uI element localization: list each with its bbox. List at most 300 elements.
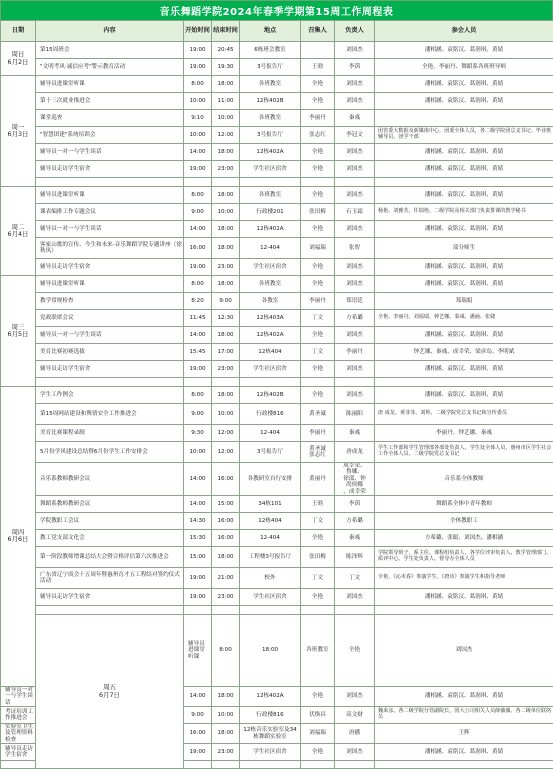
cell-caller: 黄丽丹 (301, 463, 335, 496)
cell-caller: 王晗 (301, 496, 335, 513)
cell-start-time: 19:00 (184, 568, 212, 589)
cell-content: 美育比赛课程录制 (36, 425, 184, 442)
cell-caller: 李丽丹 (301, 293, 335, 310)
header-end-time: 结束时间 (212, 21, 240, 42)
cell-start-time: 9:00 (184, 707, 212, 724)
cell-attendees: 方希璐、张聪、刘国杰、潘相涵 (375, 530, 553, 547)
header-location: 地点 (240, 21, 301, 42)
schedule-table (0, 20, 553, 769)
cell-start-time (184, 761, 212, 769)
cell-owner: 刘国杰 (335, 161, 375, 178)
cell-start-time: 19:00 (184, 744, 212, 761)
table-row (1, 606, 553, 615)
cell-owner (335, 606, 375, 615)
table-row (1, 221, 553, 238)
cell-start-time: 8:00 (184, 187, 212, 204)
table-row (1, 127, 553, 144)
cell-caller: 丁文 (301, 568, 335, 589)
cell-owner: 唐播 (335, 724, 375, 744)
cell-location: 学生社区宿舍 (240, 361, 301, 378)
cell-end-time (212, 606, 240, 615)
cell-location: 12-404 (240, 238, 301, 259)
cell-content: 党政联席会议 (36, 310, 184, 327)
cell-location: 学生社区宿舍 (240, 744, 301, 761)
cell-location: 12栋404 (240, 344, 301, 361)
header-content: 内容 (36, 21, 184, 42)
cell-content: "文明考风·诚信应考"警示教育活动 (36, 59, 184, 76)
cell-attendees: 舞蹈系全体中青年教师 (375, 496, 553, 513)
cell-location (240, 761, 301, 769)
cell-caller: 张田梅 (301, 547, 335, 568)
cell-end-time: 11:00 (212, 93, 240, 110)
table-row (1, 178, 553, 187)
cell-end-time: 12:30 (212, 310, 240, 327)
cell-owner (335, 378, 375, 387)
cell-end-time: 9:00 (212, 293, 240, 310)
cell-owner: 刘国杰 (335, 589, 375, 606)
cell-location: 12栋402A (240, 221, 301, 238)
cell-end-time: 16:00 (212, 513, 240, 530)
cell-content: 辅导员一对一与学生谈话 (36, 221, 184, 238)
cell-attendees (375, 110, 553, 127)
table-row (1, 59, 553, 76)
cell-end-time: 18:00 (212, 387, 240, 404)
cell-owner: 张智 (335, 238, 375, 259)
cell-owner: 刘国杰 (335, 387, 375, 404)
cell-start-time: 8:00 (184, 387, 212, 404)
cell-owner: 刘国杰 (335, 361, 375, 378)
cell-owner: 刘国杰 (335, 76, 375, 93)
cell-end-time: 10:00 (212, 404, 240, 425)
cell-content: 辅导员走访学生宿舍 (36, 161, 184, 178)
cell-content: 辅导员一对一与学生谈话 (36, 327, 184, 344)
cell-start-time: 19:00 (184, 161, 212, 178)
cell-end-time: 18:00 (212, 276, 240, 293)
table-row (1, 513, 553, 530)
cell-end-time: 18:00 (212, 76, 240, 93)
cell-start-time: 9:10 (184, 110, 212, 127)
cell-start-time (184, 378, 212, 387)
cell-owner: 陈丽阳 (335, 404, 375, 425)
table-row (1, 293, 553, 310)
cell-owner: 李茵 (335, 496, 375, 513)
cell-caller (301, 606, 335, 615)
cell-owner: 唐成龙 (335, 442, 375, 463)
cell-location: 3号报告厅 (240, 127, 301, 144)
cell-caller: 伏焕昌 (301, 707, 335, 724)
cell-content: 辅导员走访学生宿舍 (36, 361, 184, 378)
cell-content: 实验室卫生及管理资料检查 (1, 724, 36, 744)
cell-attendees: 郑瑞娟 (375, 293, 553, 310)
cell-start-time: 14:30 (184, 513, 212, 530)
cell-location (240, 178, 301, 187)
cell-caller (301, 178, 335, 187)
cell-caller: 全艳 (335, 615, 375, 687)
cell-attendees: 王辉 (375, 724, 553, 744)
cell-location: 学生社区宿舍 (240, 259, 301, 276)
cell-start-time: 15:30 (184, 530, 212, 547)
cell-attendees: 唐 成龙、黄菲菲、刘辉，二级学院党总支书记和宣传委员 (375, 404, 553, 425)
table-row (1, 463, 553, 496)
cell-day: 周四 6月6日 (1, 387, 36, 687)
cell-attendees: 潘相涵、袁铭汉、葛润琪、黄婧 (375, 744, 553, 761)
cell-owner: 刘国杰 (335, 144, 375, 161)
cell-day: 周三 6月5日 (1, 276, 36, 387)
cell-attendees: 全艳、李丽丹、舞蹈系各班班导师 (375, 59, 553, 76)
cell-caller: 全艳 (301, 259, 335, 276)
cell-caller: 张志红 (301, 127, 335, 144)
cell-owner: 丁文 (335, 568, 375, 589)
cell-owner: 秦彧 (335, 530, 375, 547)
cell-start-time: 16:00 (184, 724, 212, 744)
cell-caller: 全艳 (301, 93, 335, 110)
cell-location: 12栋403A (240, 310, 301, 327)
cell-location: 12栋402A (240, 327, 301, 344)
cell-location (240, 378, 301, 387)
cell-content: 5月份学风建设总结暨6月份学生工作安排会 (36, 442, 184, 463)
cell-attendees (375, 606, 553, 615)
cell-attendees: 潘相涵、袁铭汉、葛润琪、黄婧 (375, 161, 553, 178)
cell-owner (335, 761, 375, 769)
cell-caller: 黄圣诚 (301, 404, 335, 425)
cell-content: 课表编排工作专题会议 (36, 204, 184, 221)
cell-location: 12栋402A (240, 686, 301, 706)
cell-end-time: 12:00 (212, 127, 240, 144)
cell-content: 教工党支部文化会 (36, 530, 184, 547)
cell-owner: 刘国杰 (335, 276, 375, 293)
cell-day: 周日 6月2日 (1, 42, 36, 76)
cell-content: 客家山歌的宣传、今生和未来-音乐舞蹈学院专题讲座（徐秋凤） (36, 238, 184, 259)
cell-end-time: 12:00 (212, 442, 240, 463)
cell-content: 辅导员进课堂听课 (36, 276, 184, 293)
cell-content: 考证培训工作推进会 (1, 707, 36, 724)
cell-content: 第15周网站建设和舆情安全工作推进会 (36, 404, 184, 425)
cell-owner: 秦彧 (335, 425, 375, 442)
cell-content: 学生工作例会 (36, 387, 184, 404)
cell-owner: 刘国杰 (335, 744, 375, 761)
cell-end-time: 18:00 (212, 327, 240, 344)
cell-owner: 方希璐 (335, 513, 375, 530)
cell-attendees: 潘相涵、袁铭汉、葛润琪、黄婧 (375, 686, 553, 706)
cell-start-time: 14:00 (184, 144, 212, 161)
table-row (1, 361, 553, 378)
cell-caller: 全艳 (301, 387, 335, 404)
cell-content: 第一阶段教师增课总结大会暨合格评估第六次推进会 (36, 547, 184, 568)
table-row (1, 442, 553, 463)
cell-content: 课堂巡查 (36, 110, 184, 127)
cell-location: 3号报告厅 (240, 59, 301, 76)
table-row (1, 310, 553, 327)
cell-attendees: 魏来彦、各二级学院分管副院长，国大公司相关人员薛薇薇、各二级单位联络员 (375, 707, 553, 724)
header-start-time: 开始时间 (184, 21, 212, 42)
cell-content: 辅导员一对一与学生谈话 (36, 144, 184, 161)
cell-start-time: 15:45 (184, 344, 212, 361)
cell-start-time: 19:00 (184, 59, 212, 76)
cell-end-time: 18:00 (212, 238, 240, 259)
cell-start-time: 9:00 (184, 204, 212, 221)
cell-location: 12栋404 (240, 513, 301, 530)
cell-content: 学院教职工会议 (36, 513, 184, 530)
cell-caller: 李丽丹 (301, 425, 335, 442)
cell-caller: 刘福瑞 (301, 238, 335, 259)
cell-attendees: 潘相涵、袁铭汉、葛润琪、黄婧 (375, 589, 553, 606)
cell-owner: 刘国杰 (335, 187, 375, 204)
cell-attendees: 杨艳、刘雅芙、任瑞艳、二级学院及相关部门负责排课的教学秘书 (375, 204, 553, 221)
cell-content: 美育比赛初赛选拔 (36, 344, 184, 361)
cell-caller (301, 378, 335, 387)
table-row (1, 187, 553, 204)
cell-caller: 全艳 (301, 744, 335, 761)
cell-caller: 全艳 (301, 530, 335, 547)
cell-start-time: 11:45 (184, 310, 212, 327)
cell-start-time: 14:00 (184, 496, 212, 513)
table-row (1, 547, 553, 568)
cell-owner: 刘国杰 (335, 259, 375, 276)
cell-start-time: 8:00 (184, 76, 212, 93)
cell-end-time (212, 761, 240, 769)
cell-location: 各教室 (240, 293, 301, 310)
cell-end-time: 19:30 (212, 59, 240, 76)
cell-caller: 全艳 (301, 187, 335, 204)
cell-end-time: 23:00 (212, 361, 240, 378)
table-row (1, 110, 553, 127)
cell-content: 舞蹈系教师教研会议 (36, 496, 184, 513)
cell-attendees (375, 178, 553, 187)
cell-start-time: 14:00 (184, 327, 212, 344)
cell-end-time: 18:00 (212, 686, 240, 706)
cell-caller: 丁文 (301, 344, 335, 361)
cell-attendees: 潘相涵、袁铭汉、葛润琪、黄婧 (375, 144, 553, 161)
cell-end-time: 23:00 (212, 161, 240, 178)
table-row (1, 344, 553, 361)
cell-location: 工程楼3号报告厅 (240, 547, 301, 568)
cell-day: 周五 6月7日 (36, 615, 184, 769)
cell-caller (301, 761, 335, 769)
schedule-body (1, 42, 553, 769)
cell-owner: 李茵 (335, 59, 375, 76)
cell-caller: 王晗 (301, 59, 335, 76)
cell-owner: 李丽丹 (335, 344, 375, 361)
cell-location: 学生社区宿舍 (240, 161, 301, 178)
cell-owner: 成幸荣、 鲁娜、 徐邵、钟 尚侯娜 ，成幸荣 (335, 463, 375, 496)
cell-start-time: 8:00 (212, 615, 240, 687)
cell-attendees (375, 378, 553, 387)
page-title: 音乐舞蹈学院2024年春季学期第15周工作周程表 (0, 0, 553, 20)
cell-content: 辅导员进课堂听课 (36, 76, 184, 93)
cell-start-time (184, 178, 212, 187)
cell-start-time: 19:00 (184, 42, 212, 59)
table-header-row (1, 21, 553, 42)
cell-owner: 郑语廷 (335, 293, 375, 310)
cell-caller: 张田梅 (301, 204, 335, 221)
table-row (1, 259, 553, 276)
table-row (1, 589, 553, 606)
cell-location (240, 606, 301, 615)
cell-start-time: 14:00 (184, 463, 212, 496)
cell-attendees: 全艳、《沁末春》参演学生、《唐诗》参演学生和指导老师 (375, 568, 553, 589)
cell-start-time: 10:00 (184, 127, 212, 144)
cell-attendees: 全体教职工 (375, 513, 553, 530)
cell-day: 周二 6月4日 (1, 187, 36, 276)
table-row (1, 568, 553, 589)
table-row (1, 387, 553, 404)
cell-caller: 刘福瑞 (301, 724, 335, 744)
cell-attendees (375, 761, 553, 769)
cell-caller: 丁文 (301, 513, 335, 530)
cell-owner: 刘国杰 (335, 93, 375, 110)
cell-content: 辅导员走访学生宿舍 (36, 589, 184, 606)
table-row (1, 204, 553, 221)
cell-caller: 全艳 (301, 361, 335, 378)
cell-start-time: 8:00 (184, 276, 212, 293)
cell-start-time: 9:00 (184, 404, 212, 425)
cell-end-time: 18:00 (212, 724, 240, 744)
cell-owner: 秦彧 (335, 110, 375, 127)
cell-content: 第十三次就业推进会 (36, 93, 184, 110)
cell-end-time: 15:00 (212, 496, 240, 513)
cell-start-time: 14:00 (184, 221, 212, 238)
cell-end-time: 16:00 (212, 530, 240, 547)
cell-content: 音乐系教师教研会议 (36, 463, 184, 496)
cell-caller: 全艳 (301, 589, 335, 606)
cell-content: 辅导员进课堂听课 (184, 615, 212, 687)
table-row (1, 327, 553, 344)
cell-attendees: 潘相涵、袁铭汉、葛润琪、黄婧 (375, 327, 553, 344)
cell-attendees: 潘相涵、袁铭汉、葛润琪、黄婧 (375, 259, 553, 276)
cell-end-time: 23:00 (212, 259, 240, 276)
table-row (1, 161, 553, 178)
cell-location: 各班教室 (240, 110, 301, 127)
cell-end-time (212, 178, 240, 187)
cell-end-time: 12:00 (212, 425, 240, 442)
cell-end-time: 20:45 (212, 42, 240, 59)
cell-attendees: 潘相涵、袁铭汉、葛润琪、黄婧 (375, 387, 553, 404)
cell-owner: 刘国杰 (375, 615, 553, 687)
cell-location: 3号报告厅 (240, 442, 301, 463)
cell-location: 行政楼201 (240, 204, 301, 221)
cell-start-time (184, 606, 212, 615)
cell-location: 各班教室 (240, 187, 301, 204)
cell-start-time: 8:20 (184, 293, 212, 310)
cell-content: 第15周班会 (36, 42, 184, 59)
cell-attendees: 李丽丹、钟艺娜、秦彧 (375, 425, 553, 442)
cell-location: 各班教室 (240, 76, 301, 93)
cell-caller: 全艳 (301, 161, 335, 178)
cell-location: 学生社区宿舍 (240, 589, 301, 606)
cell-attendees: 潘相涵、袁铭汉、葛润琪、黄婧 (375, 187, 553, 204)
cell-end-time: 18:00 (212, 187, 240, 204)
cell-attendees: 钟艺娜、秦彧、成幸荣、梁彦岛、李明斌 (375, 344, 553, 361)
cell-location: 行政楼816 (240, 404, 301, 425)
cell-attendees: 潘相涵、袁铭汉、葛润琪、黄婧 (375, 42, 553, 59)
cell-location: 12-404 (240, 530, 301, 547)
table-row (1, 496, 553, 513)
cell-end-time: 10:00 (212, 204, 240, 221)
cell-location: 各班教室 (240, 276, 301, 293)
cell-attendees: 部分师生 (375, 238, 553, 259)
cell-caller: 全艳 (301, 327, 335, 344)
cell-caller: 全艳 (301, 76, 335, 93)
table-row (1, 238, 553, 259)
cell-attendees: 潘相涵、袁铭汉、葛润琪、黄婧 (375, 221, 553, 238)
cell-attendees: 潘相涵、袁铭汉、葛润琪、黄婧 (375, 93, 553, 110)
cell-start-time: 19:00 (184, 259, 212, 276)
cell-caller: 全艳 (301, 276, 335, 293)
cell-content (1, 761, 36, 769)
cell-caller: 全艳 (301, 221, 335, 238)
cell-content: 辅导员走访学生宿舍 (1, 744, 36, 761)
cell-start-time: 15:00 (184, 547, 212, 568)
cell-end-time: 21:00 (212, 568, 240, 589)
cell-owner: 高文财 (335, 707, 375, 724)
cell-start-time: 10:00 (184, 442, 212, 463)
cell-owner: 李冠文 (335, 127, 375, 144)
cell-location: 6栋班会教室 (240, 42, 301, 59)
cell-attendees: 潘相涵、袁铭汉、葛润琪、黄婧 (375, 276, 553, 293)
cell-content (36, 178, 184, 187)
header-date: 日期 (1, 21, 36, 42)
cell-location: 各教研室自行安排 (240, 463, 301, 496)
cell-content: 广东省辽宁商会十五周年暨惠州育才五工程结对签约仪式活动 (36, 568, 184, 589)
cell-attendees: 全艳、李丽丹、刘福瑞、钟艺娜、秦彧、潘涵、张婕 (375, 310, 553, 327)
cell-location: 各班教室 (301, 615, 335, 687)
cell-start-time: 10:00 (184, 93, 212, 110)
header-owner: 负责人 (335, 21, 375, 42)
cell-day: 周一 6月3日 (1, 76, 36, 187)
cell-caller (301, 42, 335, 59)
cell-end-time: 17:00 (212, 344, 240, 361)
cell-owner: 方希璐 (335, 310, 375, 327)
cell-content (36, 378, 184, 387)
cell-end-time: 18:00 (212, 547, 240, 568)
cell-location: 校外 (240, 568, 301, 589)
cell-location: 12栋402B (240, 387, 301, 404)
cell-attendees: 团省委大数据及新媒体中心，团委全体人员，各二级学院团总支书记、毕业班辅导员、团学干部 (375, 127, 553, 144)
table-row (1, 93, 553, 110)
cell-caller: 全艳 (301, 144, 335, 161)
table-row (1, 76, 553, 93)
cell-content: 辅导员走访学生宿舍 (36, 259, 184, 276)
cell-end-time: 23:00 (212, 589, 240, 606)
table-row (1, 404, 553, 425)
cell-end-time: 23:00 (212, 744, 240, 761)
cell-end-time: 18:00 (212, 144, 240, 161)
cell-location: 12-404 (240, 425, 301, 442)
cell-caller: 丁文 (301, 310, 335, 327)
cell-location: 34栋101 (240, 496, 301, 513)
cell-attendees: 潘相涵、袁铭汉、葛润琪、黄婧 (375, 76, 553, 93)
cell-start-time: 19:00 (184, 589, 212, 606)
cell-end-time: 18:00 (240, 615, 301, 687)
table-row (1, 42, 553, 59)
cell-start-time: 19:00 (184, 361, 212, 378)
cell-caller: 李丽丹 (301, 110, 335, 127)
cell-start-time: 16:00 (184, 238, 212, 259)
cell-caller: 黄圣诚 张志红 (301, 442, 335, 463)
header-attendees: 参会人员 (375, 21, 553, 42)
cell-owner: 刘国杰 (335, 327, 375, 344)
cell-caller: 全艳 (301, 686, 335, 706)
cell-owner: 石玉霜 (335, 204, 375, 221)
table-row (1, 144, 553, 161)
table-row (1, 276, 553, 293)
cell-end-time: 16:00 (212, 463, 240, 496)
header-caller: 召集人 (301, 21, 335, 42)
cell-start-time: 9:30 (184, 425, 212, 442)
cell-owner: 刘国杰 (335, 686, 375, 706)
cell-owner: 陈泽辉 (335, 547, 375, 568)
cell-attendees: 潘相涵、袁铭汉、葛润琪、黄婧 (375, 361, 553, 378)
